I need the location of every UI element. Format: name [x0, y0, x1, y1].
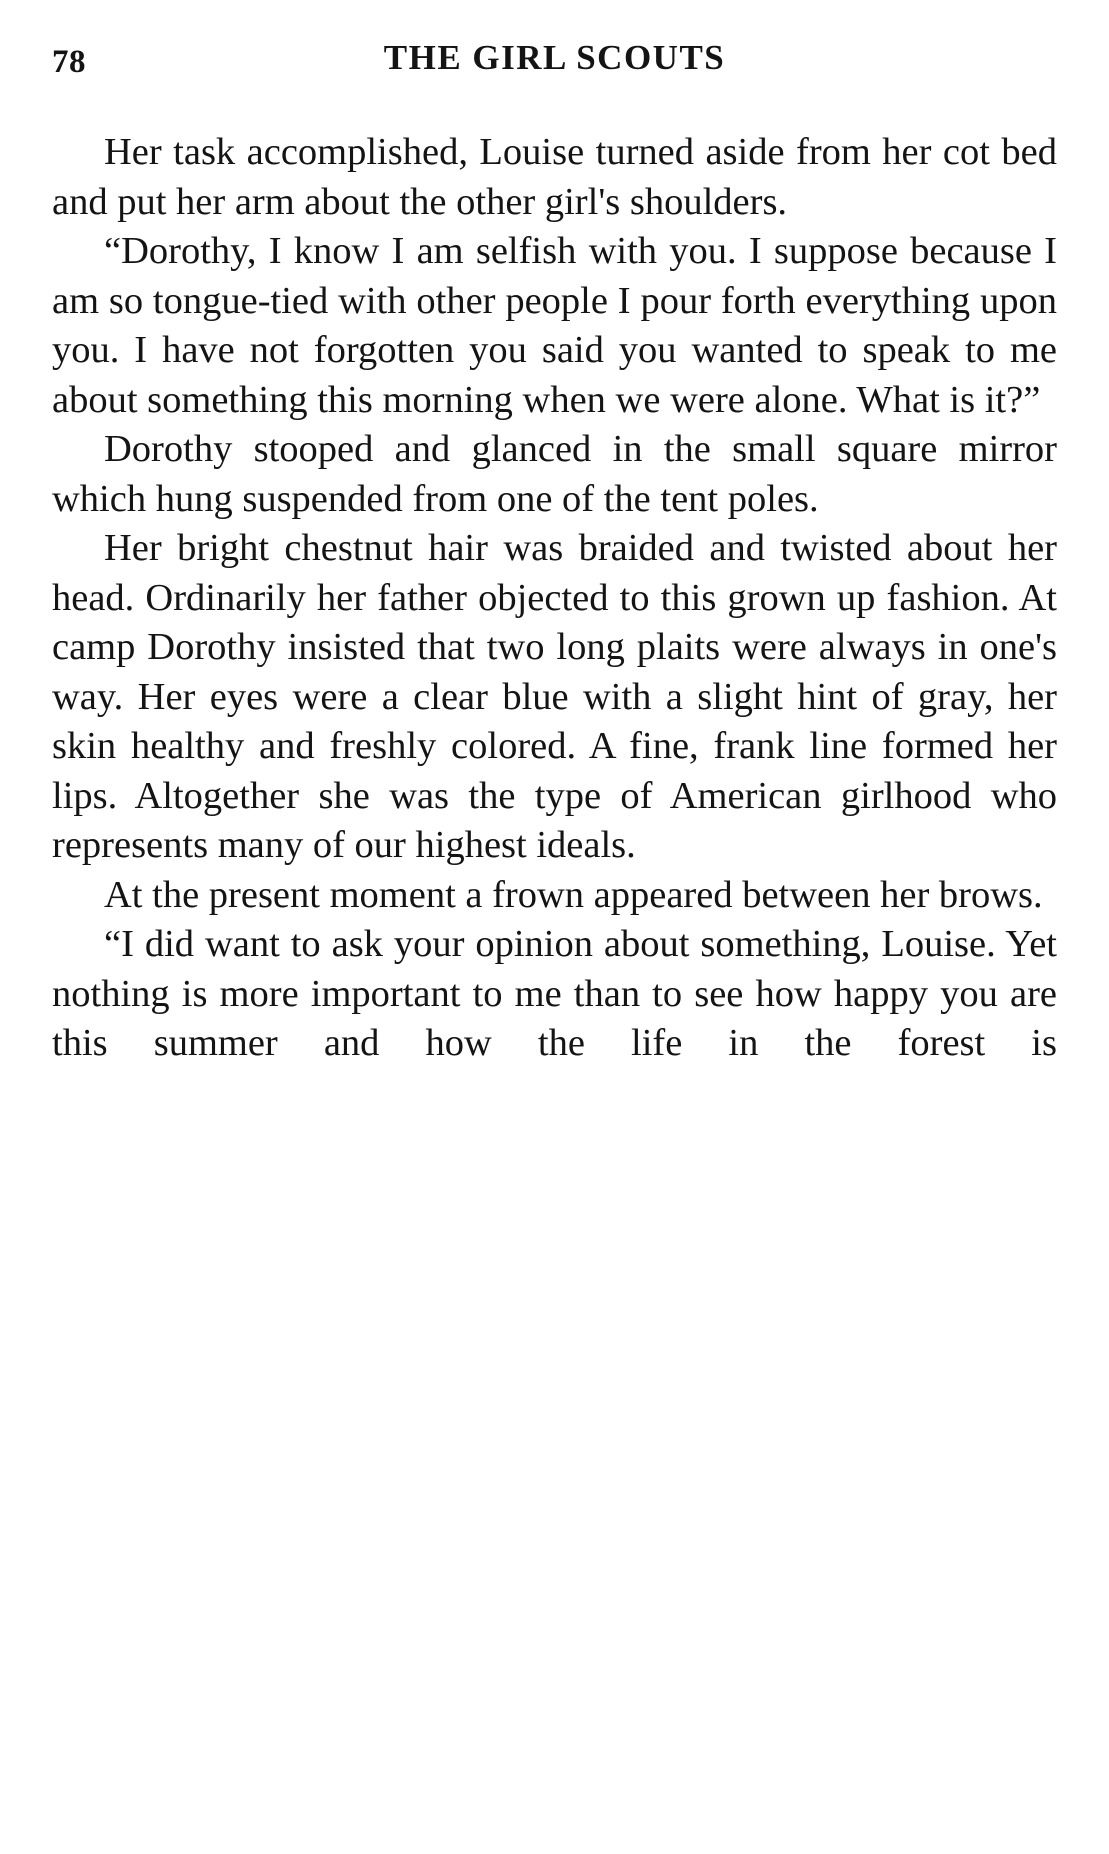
paragraph: “Dorothy, I know I am selfish with you. I suppose because I am so tongue-tied with other people I pour forth everything upon you. I have not forgotten you said you wanted to speak to me about something this morning when we were alone. What is it?” [52, 230, 1057, 421]
body-text [52, 128, 1057, 1118]
paragraph: Her task accomplished, Louise turned aside from her cot bed and put her arm about the other girl's shoulders. [52, 131, 1057, 223]
page-number: 78 [52, 44, 86, 80]
paragraph: Her bright chestnut hair was braided and twisted about her head. Ordinarily her father objected to this grown up fashion. At camp Dorothy insisted that two long plaits were always in one's way. Her eyes were a clear blue with a slight hint of gray, her skin healthy and freshly colored. A fine, frank line formed her lips. Altogether she was the type of American girlhood who represents many of our highest ideals. [52, 527, 1057, 866]
running-head [0, 38, 1109, 86]
paragraph: At the present moment a frown appeared between her brows. [104, 873, 1043, 916]
paragraph: “I did want to ask your opinion about something, Louise. Yet nothing is more important to me than to see how happy you are this summer and how the life in the forest is [52, 923, 1057, 1064]
paragraph: Dorothy stooped and glanced in the small square mirror which hung suspended from one of the tent poles. [52, 428, 1057, 520]
page-title: THE GIRL SCOUTS [383, 38, 726, 77]
